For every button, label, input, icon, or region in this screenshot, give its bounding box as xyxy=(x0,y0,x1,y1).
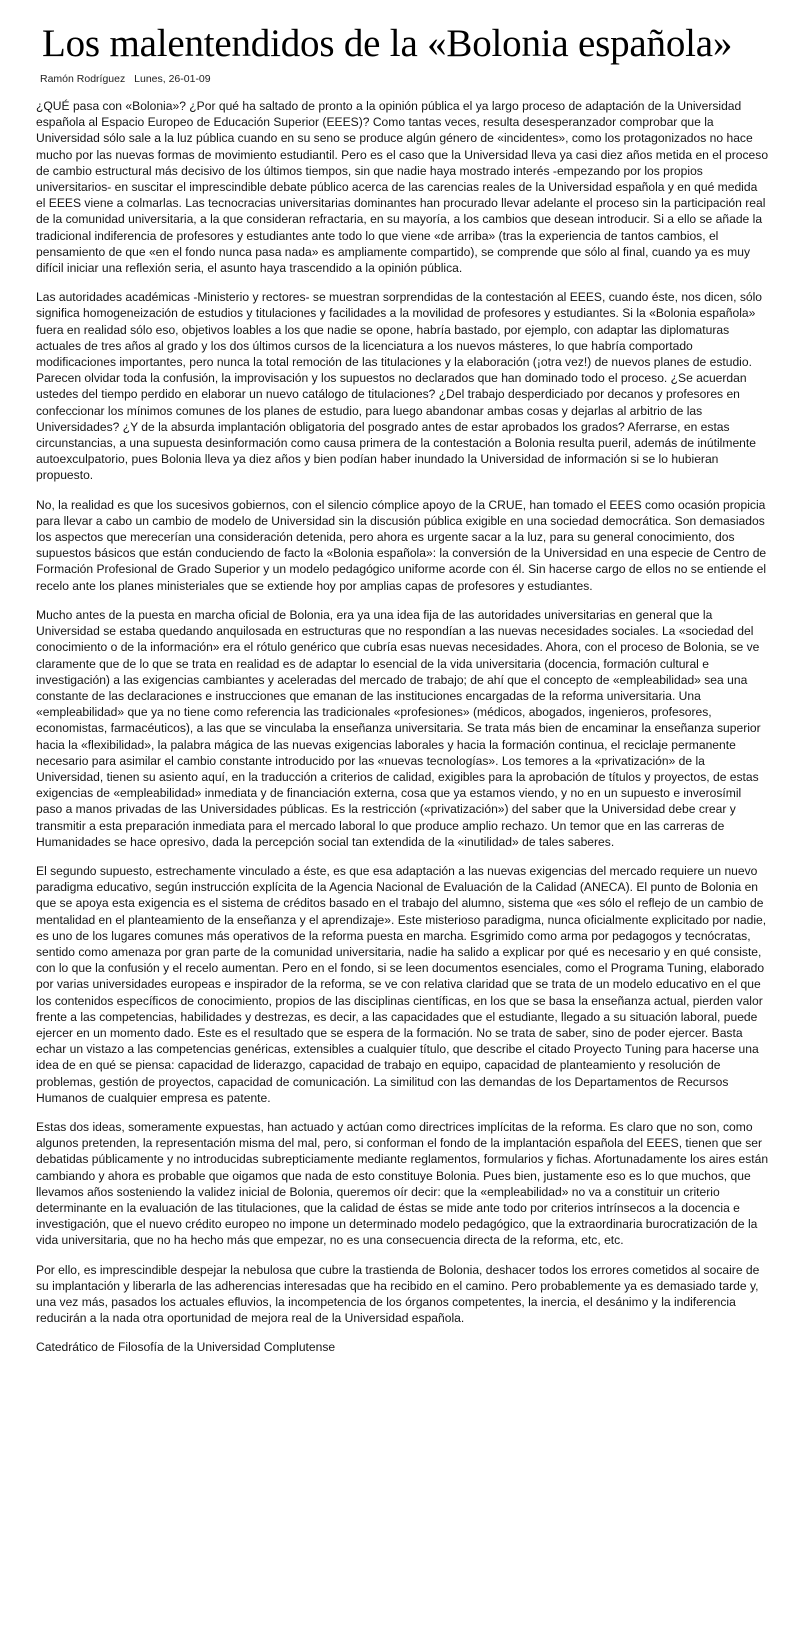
article-title: Los malentendidos de la «Bolonia española» xyxy=(42,22,733,65)
paragraph: Estas dos ideas, someramente expuestas, han actuado y actúan como directrices implícitas de la reforma. Es claro que no son, como algunos pretenden, la representación misma del mal, pero, si conforman el fondo de la implantación española del EEES, tienen que ser debatidas públicamente y no introducidas subrepticiamente mediante reglamentos, formularios y fichas. Afortunadamente los aires están cambiando y ahora es probable que oigamos que nada de esto constituye Bolonia. Pues bien, justamente eso es lo que muchos, que llevamos años sosteniendo la validez inicial de Bolonia, queremos oír decir: que la «empleabilidad» no va a constituir un criterio determinante en la evaluación de las titulaciones, que la calidad de éstas se mide ante todo por criterios intrínsecos a la docencia e investigación, que el nuevo crédito europeo no impone un determinado modelo pedagógico, que la extraordinaria burocratización de la vida universitaria, que no ha hecho más que empezar, no es una consecuencia directa de la reforma, etc, etc. xyxy=(36,1119,769,1248)
author-affiliation: Catedrático de Filosofía de la Universidad Complutense xyxy=(36,1340,336,1355)
paragraph: Por ello, es imprescindible despejar la nebulosa que cubre la trastienda de Bolonia, deshacer todos los errores cometidos al socaire de su implantación y liberarla de las adherencias interesadas que ha recibido en el camino. Pero probablemente ya es demasiado tarde y, una vez más, pasados los actuales efluvios, la incompetencia de los órganos competentes, la inercia, el desánimo y la indiferencia reducirán a la nada otra oportunidad de mejora real de la Universidad española. xyxy=(36,1262,760,1326)
paragraph: El segundo supuesto, estrechamente vinculado a éste, es que esa adaptación a las nuevas exigencias del mercado requiere un nuevo paradigma educativo, según instrucción explícita de la Agencia Nacional de Evaluación de la Calidad (ANECA). El punto de Bolonia en que se apoya esta exigencia es el sistema de créditos basado en el trabajo del alumno, sistema que «es sólo el reflejo de un cambio de mentalidad en el planteamiento de la enseñanza y el aprendizaje». Este misterioso paradigma, nunca oficialmente explicitado por nadie, es uno de los lugares comunes más operativos de la reforma puesta en marcha. Esgrimido como arma por pedagogos y tecnócratas, sentido como amenaza por gran parte de la comunidad universitaria, nadie ha salido a explicar por qué es necesario y en qué consiste, con lo que la confusión y el recelo aumentan. Pero en el fondo, si se leen documentos esenciales, como el Programa Tuning, elaborado por varias universidades europeas e inspirador de la reforma, se ve con relativa claridad que se trata de un modelo educativo en el que los contenidos específicos de conocimiento, propios de las disciplinas científicas, en los que se basa la enseñanza actual, pierden valor frente a las competencias, habilidades y destrezas, es decir, a las capacidades que el estudiante, llegado a su situación laboral, puede ejercer en un momento dado. Este es el resultado que se espera de la formación. No se trata de saber, sino de poder ejercer. Basta echar un vistazo a las competencias genéricas, extensibles a cualquier título, que describe el citado Proyecto Tuning para hacerse una idea de en qué se piensa: capacidad de liderazgo, capacidad de trabajo en equipo, capacidad de planteamiento y resolución de problemas, gestión de proyectos, capacidad de comunicación. La similitud con las demandas de los Departamentos de Recursos Humanos de cualquier empresa es patente. xyxy=(36,863,767,1105)
paragraph: No, la realidad es que los sucesivos gobiernos, con el silencio cómplice apoyo de la CRUE, han tomado el EEES como ocasión propicia para llevar a cabo un cambio de modelo de Universidad sin la discusión pública exigible en una sociedad democrática. Son demasiados los aspectos que merecerían una consideración detenida, pero ahora es urgente sacar a la luz, para su general conocimiento, dos supuestos básicos que están conduciendo de facto la «Bolonia española»: la conversión de la Universidad en una especie de Centro de Formación Profesional de Grado Superior y un modelo pedagógico uniforme acorde con él. Sin hacerse cargo de ellos no se entiende el recelo ante los planes ministeriales que se extiende hoy por amplias capas de profesores y estudiantes. xyxy=(36,497,767,593)
author-name: Ramón Rodríguez xyxy=(40,73,126,85)
publish-date: Lunes, 26-01-09 xyxy=(134,73,211,85)
paragraph: Mucho antes de la puesta en marcha oficial de Bolonia, era ya una idea fija de las autoridades universitarias en general que la Universidad se estaba quedando anquilosada en estructuras que no respondían a las nuevas necesidades sociales. La «sociedad del conocimiento o de la información» era el rótulo genérico que cubría esas nuevas necesidades. Ahora, con el proceso de Bolonia, se ve claramente que de lo que se trata en realidad es de adaptar lo esencial de la vida universitaria (docencia, formación cultural e investigación) a las exigencias cambiantes y aceleradas del mercado de trabajo; de ahí que el concepto de «empleabilidad» sea una constante de las declaraciones e instrucciones que emanan de las instituciones encargadas de la reforma universitaria. Una «empleabilidad» que ya no tiene como referencia las tradicionales «profesiones» (médicos, abogados, ingenieros, profesores, economistas, farmacéuticos), a las que se vinculaba la enseñanza universitaria. Se trata más bien de encaminar la enseñanza superior hacia la «flexibilidad», la palabra mágica de las nuevas exigencias laborales y hacia la formación continua, el reciclaje permanente necesario para asimilar el cambio constante introducido por las «nuevas tecnologías». Los temores a la «privatización» de la Universidad, tienen su asiento aquí, en la traducción a criterios de calidad, exigibles para la aprobación de títulos y proyectos, de estas exigencias de «empleabilidad» inmediata y de financiación externa, cosa que ya estamos viendo, y no en un supuesto e inverosímil paso a manos privadas de las Universidades públicas. Es la restricción («privatización») del saber que la Universidad debe crear y transmitir a esta preparación inmediata para el mercado laboral lo que produce amplio rechazo. Un temor que en las carreras de Humanidades se hace opresivo, dada la percepción social tan extendida de la «inutilidad» de tales saberes. xyxy=(36,607,761,849)
paragraph: Las autoridades académicas -Ministerio y rectores- se muestran sorprendidas de la contestación al EEES, cuando éste, nos dicen, sólo significa homogeneización de estudios y titulaciones y facilidades a la movilidad de profesores y estudiantes. Si la «Bolonia española» fuera en realidad sólo eso, objetivos loables a los que nadie se opone, habría bastado, por ejemplo, con adaptar las diplomaturas actuales de tres años al grado y los dos últimos cursos de la licenciatura a los nuevos másteres, lo que habría comportado modificaciones importantes, pero nunca la total remoción de las titulaciones y la elaboración (¡otra vez!) de nuevos planes de estudio. Parecen olvidar toda la confusión, la improvisación y los supuestos no declarados que han dominado todo el proceso. ¿Se acuerdan ustedes del tiempo perdido en elaborar un nuevo catálogo de titulaciones? ¿Del trabajo desperdiciado por decanos y profesores en confeccionar los mínimos comunes de los planes de estudio, para luego abandonar ambas cosas y dejarlas al arbitrio de las Universidades? ¿Y de la absurda implantación obligatoria del posgrado antes de estar aprobados los grados? Aferrarse, en estas circunstancias, a una supuesta desinformación como causa primera de la contestación a Bolonia resulta pueril, además de inútilmente autoexculpatorio, pues Bolonia lleva ya diez años y bien podían haber inundado la Universidad de información si se lo hubieran propuesto. xyxy=(36,290,763,483)
byline xyxy=(40,72,770,86)
article-body xyxy=(36,98,770,1326)
paragraph: ¿QUÉ pasa con «Bolonia»? ¿Por qué ha saltado de pronto a la opinión pública el ya largo proceso de adaptación de la Universidad española al Espacio Europeo de Educación Superior (EEES)? Como tantas veces, resulta desesperanzador comprobar que la Universidad sólo sale a la luz pública cuando en su seno se produce algún género de «incidentes», como los protagonizados no hace mucho por las nuevas formas de movimiento estudiantil. Pero es el caso que la Universidad lleva ya casi diez años metida en el proceso de cambio estructural más decisivo de los últimos tiempos, sin que nadie haya mostrado interés -empezando por los propios universitarios- en suscitar el imprescindible debate público acerca de las carencias reales de la Universidad española y en qué medida el EEES viene a colmarlas. Las tecnocracias universitarias dominantes han procurado llevar adelante el proceso sin la participación real de la comunidad universitaria, a la que consideran refractaria, en su mayoría, a los cambios que desean introducir. Si a ello se añade la tradicional indiferencia de profesores y estudiantes ante todo lo que viene «de arriba» (tras la experiencia de tantos cambios, el pensamiento de que «en el fondo nunca pasa nada» es ampliamente compartido), se comprende que sólo al final, cuando ya es muy difícil iniciar una reflexión seria, el asunto haya trascendido a la opinión pública. xyxy=(36,99,769,276)
